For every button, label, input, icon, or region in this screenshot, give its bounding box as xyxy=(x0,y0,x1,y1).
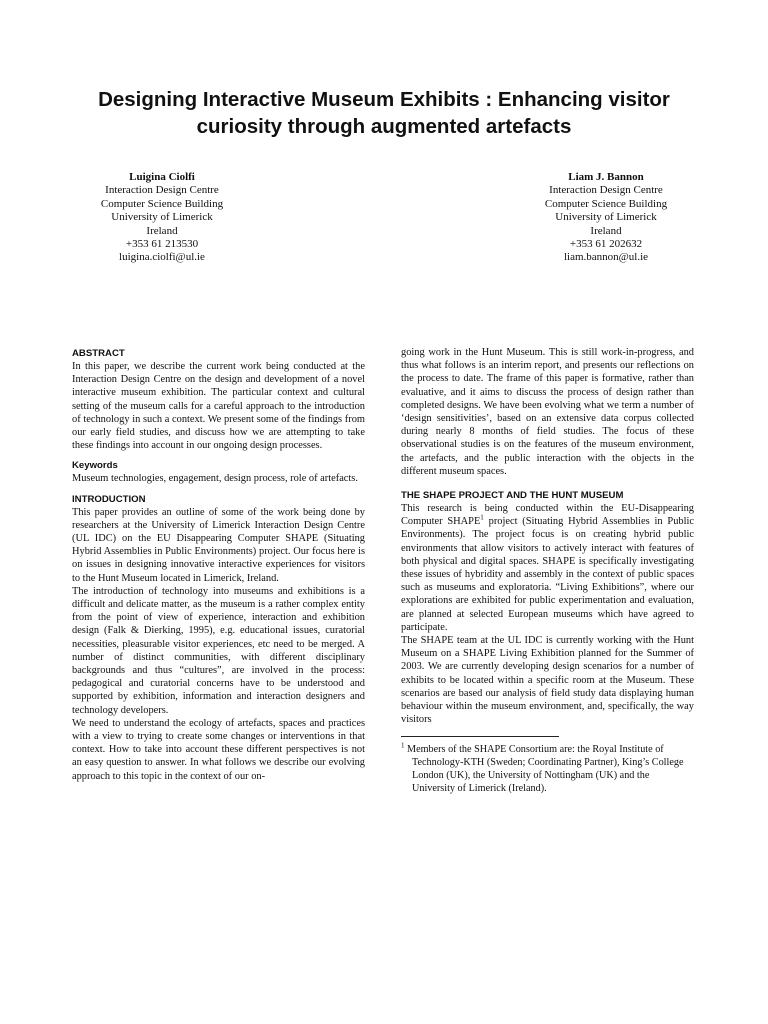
shape-paragraph-1-rest: project (Situating Hybrid Assemblies in Public Environments). The project focus is on creating hybrid public environments that allow visitors to actively interact with features of both physical and digital spaces. SHAPE is specifically investigating these issues of hybridity and assembly in the context of public spaces such as museums and exploratoria. “Living Exhibitions”, where our explorations are exhibited for public experimentation and evaluation, are planned at selected European museums which have agreed to participate. xyxy=(401,516,694,633)
author-block-2 xyxy=(491,171,721,265)
author-phone: +353 61 202632 xyxy=(569,238,643,251)
footnote-divider xyxy=(401,736,559,737)
shape-section-heading: THE SHAPE PROJECT AND THE HUNT MUSEUM xyxy=(401,490,624,502)
footnote xyxy=(401,743,694,795)
author-country: Ireland xyxy=(146,224,178,237)
shape-paragraph-1-start: This research is being conducted within the EU-Disappearing Computer SHAPE xyxy=(401,503,694,528)
keywords-heading: Keywords xyxy=(72,460,118,472)
introduction-paragraph-2: The introduction of technology into museums and exhibitions is a difficult and delicate matter, as the museum is a rather complex entity from the point of view of experience, interaction and exhibition design (Falk & Dierking, 1995), e.g. educational issues, curatorial necessities, pleasurable visitor experiences, etc need to be merged. A number of distinct communities, with different disciplinary backgrounds and thus “cultures”, are involved in the process: pedagogical and curatorial concerns have to be understood and supported by exhibition, information and interaction designers and technology developers. xyxy=(72,585,365,716)
author-email: liam.bannon@ul.ie xyxy=(563,251,649,264)
introduction-paragraph-1: This paper provides an outline of some of the work being done by researchers at the University of Limerick Interaction Design Centre (UL IDC) on the EU Disappearing Computer SHAPE (Situating Hybrid Assemblies in Public Environments) project. Our focus here is on issues in designing innovative interactive experiences for visitors to the Hunt Museum located in Limerick, Ireland. xyxy=(72,506,365,584)
shape-paragraph-2: The SHAPE team at the UL IDC is currently working with the Hunt Museum on a SHAPE Living Exhibition planned for the Summer of 2003. We are currently developing design scenarios for a number of exhibits to be located within a specific room at the Museum. These scenarios are based our analysis of field study data displaying human behaviour within the museum environment, and, specifically, the way visitors xyxy=(401,635,694,726)
author-name: Liam J. Bannon xyxy=(568,171,644,183)
author-affiliation: Interaction Design Centre xyxy=(105,184,219,197)
author-block-1 xyxy=(47,171,277,265)
introduction-paragraph-3: We need to understand the ecology of artefacts, spaces and practices with a view to trying to create some changes or interventions in that context. How to take into account these different perspectives is not an easy question to answer. In what follows we describe our evolving approach to this topic in the context of our on- xyxy=(72,717,365,782)
author-affiliation: Interaction Design Centre xyxy=(549,184,663,197)
footnote-mark: 1 xyxy=(401,742,405,751)
footnote-text: Members of the SHAPE Consortium are: the Royal Institute of Technology-KTH (Sweden; Coordinating Partner), King’s College London (UK), the University of Nottingham (UK) and the University of Limerick (Ireland). xyxy=(404,744,684,795)
shape-paragraph-1 xyxy=(401,502,694,634)
abstract-text: In this paper, we describe the current work being conducted at the Interaction Design Centre on the design and development of a novel interactive museum exhibition. The particular context and cultural setting of the museum calls for a careful approach to the introduction of technology in such a context. We present some of the findings from our early field studies, and discuss how we are attempting to take these findings into account in our ongoing design processes. xyxy=(72,361,365,452)
introduction-continuation: going work in the Hunt Museum. This is still work-in-progress, and thus what follows is an interim report, and presents our reflections on the process to date. The frame of this paper is formative, rather than evaluative, and it aims to discuss the process of design rather than completed designs. We have been evolving what we term a number of ‘design sensitivities’, based on an extensive data corpus collected during nearly 8 months of field studies. The focus of these observational studies is on the features of the museum environment, the artefacts, and the public interaction with the objects in the different museum spaces. xyxy=(401,347,694,477)
author-name: Luigina Ciolfi xyxy=(129,171,195,183)
author-university: University of Limerick xyxy=(555,211,657,224)
right-column xyxy=(401,346,694,795)
author-department: Computer Science Building xyxy=(100,197,224,210)
author-university: University of Limerick xyxy=(111,211,213,224)
footnote-reference: 1 xyxy=(480,513,484,522)
left-column xyxy=(72,346,365,783)
author-email: luigina.ciolfi@ul.ie xyxy=(119,251,205,264)
introduction-heading: INTRODUCTION xyxy=(72,493,146,505)
author-department: Computer Science Building xyxy=(544,197,668,210)
keywords-text: Museum technologies, engagement, design process, role of artefacts. xyxy=(72,473,358,485)
paper-title: Designing Interactive Museum Exhibits : Enhancing visitor curiosity through augmented artefacts xyxy=(98,88,670,138)
abstract-heading: ABSTRACT xyxy=(72,348,125,359)
author-country: Ireland xyxy=(590,224,622,237)
author-phone: +353 61 213530 xyxy=(125,238,199,251)
